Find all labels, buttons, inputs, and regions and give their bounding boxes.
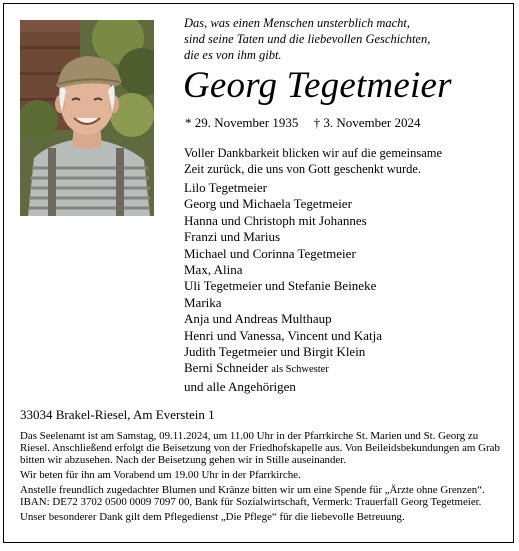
quote-line: sind seine Taten und die liebevollen Geschichten, [184,32,431,46]
mourner: Uli Tegetmeier und Stefanie Beineke [184,278,377,294]
gratitude-paragraph: Unser besonderer Dank gilt dem Pflegedienst „Die Pflege“ für die liebevolle Betreuung. [20,511,405,523]
mourner: Henri und Vanessa, Vincent und Katja [184,327,383,343]
life-dates [185,115,421,131]
service-details [20,430,506,526]
thanks-line: Zeit zurück, die uns von Gott geschenkt wurde. [184,162,422,176]
portrait-photo [20,20,154,216]
mourner: Lilo Tegetmeier [184,180,267,195]
mourner-sister-note: als Schwester [271,364,329,376]
mourner-closing: und alle Angehörigen [184,378,296,394]
mourner: Marika [184,294,222,310]
mourner: Michael und Corinna Tegetmeier [184,245,356,261]
deceased-name: Georg Tegetmeier [183,65,452,106]
prayer-paragraph: Wir beten für ihn am Vorabend um 19.00 Uhr in der Pfarrkirche. [20,469,301,481]
quote-line: Das, was einen Menschen unsterblich macht, [184,16,411,30]
memorial-quote [184,15,430,63]
family-address: 33034 Brakel-Riesel, Am Everstein 1 [20,407,215,422]
funeral-paragraph: Das Seelenamt ist am Samstag, 09.11.2024, um 11.00 Uhr in der Pfarrkirche St. Marien und St. Georg zu Riesel. Anschließend erfolgt die Beisetzung von der Friedhofskapelle aus. Von Beileidsbekundungen am Grab bitten wir abzusehen. Nach der Beisetzung gehen wir in Stille auseinander. [20,430,500,466]
quote-line: die es von ihm gibt. [184,48,282,62]
mourner: Max, Alina [184,262,243,278]
mourners-list [184,180,382,395]
thanks-line: Voller Dankbarkeit blicken wir auf die gemeinsame [184,146,443,160]
mourner-sister-name: Berni Schneider [184,360,269,376]
mourner: Franzi und Marius [184,229,281,245]
obituary-notice [3,3,514,543]
thanks-text [184,145,442,177]
birth-date: * 29. November 1935 [185,115,299,130]
mourner: Anja und Andreas Multhaup [184,311,332,327]
donation-paragraph: Anstelle freundlich zugedachter Blumen und Kränze bitten wir um eine Spende für „Ärzte ohne Grenzen“. IBAN: DE72 3702 0500 0009 7097 00, Bank für Sozialwirtschaft, Vermerk: Trauerfall Georg Tegetmeier. [20,484,485,508]
death-date: † 3. November 2024 [313,115,421,130]
mourner: Judith Tegetmeier und Birgit Klein [184,344,366,360]
mourner: Hanna und Christoph mit Johannes [184,212,367,228]
mourner-sister [184,360,382,378]
mourner: Georg und Michaela Tegetmeier [184,196,352,212]
